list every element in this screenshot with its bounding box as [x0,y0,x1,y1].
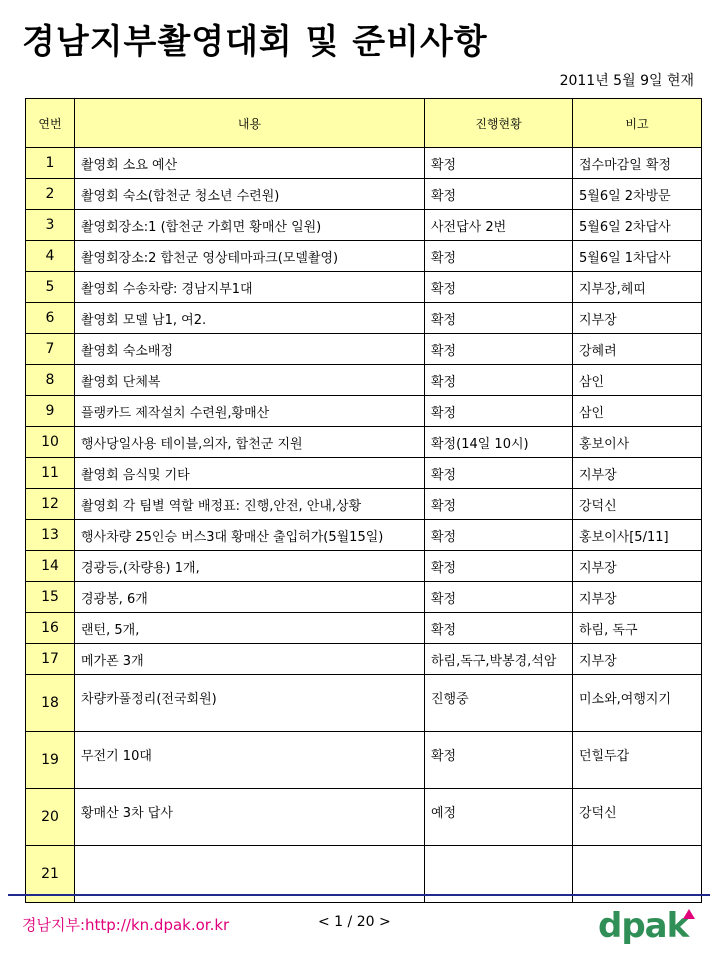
row-status: 사전답사 2번 [425,210,573,241]
row-no: 16 [26,613,75,644]
row-status: 확정 [425,179,573,210]
row-no: 8 [26,365,75,396]
table-header-row [26,99,702,148]
row-note: 하림, 독구 [573,613,702,644]
row-no: 15 [26,582,75,613]
row-content: 랜턴, 5개, [75,613,425,644]
row-content: 경광봉, 6개 [75,582,425,613]
table-row [26,520,702,551]
row-no: 7 [26,334,75,365]
row-status: 확정 [425,520,573,551]
table-row [26,789,702,846]
row-content: 촬영회 소요 예산 [75,148,425,179]
row-no: 13 [26,520,75,551]
table-row [26,334,702,365]
row-no: 11 [26,458,75,489]
row-note: 삼인 [573,365,702,396]
row-no: 12 [26,489,75,520]
row-note: 5월6일 2차답사 [573,210,702,241]
row-content: 촬영회 단체복 [75,365,425,396]
row-note: 강덕신 [573,789,702,846]
footer-site-link[interactable]: 경남지부:http://kn.dpak.or.kr [22,916,230,934]
row-status: 확정 [425,613,573,644]
table-row [26,675,702,732]
row-content: 행사차량 25인승 버스3대 황매산 출입허가(5월15일) [75,520,425,551]
row-note: 홍보이사[5/11] [573,520,702,551]
row-content: 촬영회장소:1 (합천군 가회면 황매산 일원) [75,210,425,241]
row-status: 확정 [425,732,573,789]
table-row [26,148,702,179]
table-row [26,732,702,789]
row-content: 차량카풀정리(전국회원) [75,675,425,732]
row-note: 강혜려 [573,334,702,365]
table-row [26,427,702,458]
row-status: 진행중 [425,675,573,732]
table-row [26,551,702,582]
dpak-logo: dpak [598,906,689,946]
row-status: 확정 [425,303,573,334]
header-no: 연번 [26,99,75,148]
row-no: 2 [26,179,75,210]
row-no: 4 [26,241,75,272]
row-no: 1 [26,148,75,179]
row-no: 17 [26,644,75,675]
row-content: 촬영회 모델 남1, 여2. [75,303,425,334]
row-note: 5월6일 2차방문 [573,179,702,210]
row-no: 20 [26,789,75,846]
row-content: 메가폰 3개 [75,644,425,675]
row-note: 홍보이사 [573,427,702,458]
row-content: 촬영회 숙소(합천군 청소년 수련원) [75,179,425,210]
row-no: 19 [26,732,75,789]
table-row [26,644,702,675]
row-status: 확정 [425,365,573,396]
row-status: 확정 [425,396,573,427]
row-content: 행사당일사용 테이블,의자, 합천군 지원 [75,427,425,458]
header-note: 비고 [573,99,702,148]
table-row [26,272,702,303]
row-no: 3 [26,210,75,241]
row-note: 지부장 [573,551,702,582]
row-note: 지부장,헤띠 [573,272,702,303]
row-content: 촬영회 수송차량: 경남지부1대 [75,272,425,303]
row-status: 확정 [425,489,573,520]
header-status: 진행현황 [425,99,573,148]
row-content: 황매산 3차 답사 [75,789,425,846]
table-row [26,613,702,644]
row-status: 확정 [425,148,573,179]
preparation-table [25,98,702,903]
table-row [26,582,702,613]
table-row [26,365,702,396]
row-note: 강덕신 [573,489,702,520]
row-status: 하림,독구,박봉경,석암 [425,644,573,675]
row-status: 확정 [425,241,573,272]
row-content: 촬영회장소:2 합천군 영상테마파크(모델촬영) [75,241,425,272]
row-note: 지부장 [573,303,702,334]
row-no: 6 [26,303,75,334]
table-row [26,396,702,427]
row-no: 9 [26,396,75,427]
row-content: 경광등,(차량용) 1개, [75,551,425,582]
table-row [26,241,702,272]
page-indicator[interactable]: < 1 / 20 > [318,914,391,930]
row-note: 5월6일 1차답사 [573,241,702,272]
report-date: 2011년 5월 9일 현재 [559,73,694,89]
row-note: 접수마감일 확정 [573,148,702,179]
page-title: 경남지부촬영대회 및 준비사항 [22,22,488,62]
row-content: 촬영회 각 팀별 역할 배정표: 진행,안전, 안내,상황 [75,489,425,520]
table-row [26,489,702,520]
table-row [26,303,702,334]
row-note: 지부장 [573,458,702,489]
row-content: 플랭카드 제작설치 수련원,황매산 [75,396,425,427]
logo-mark-icon [683,909,695,919]
row-no: 5 [26,272,75,303]
footer-divider [8,894,710,896]
row-status: 확정 [425,582,573,613]
row-status: 확정 [425,458,573,489]
row-content: 촬영회 숙소배정 [75,334,425,365]
row-note: 지부장 [573,644,702,675]
row-status: 확정 [425,551,573,582]
table-row [26,179,702,210]
table-row [26,458,702,489]
row-note: 지부장 [573,582,702,613]
row-no: 10 [26,427,75,458]
row-status: 확정 [425,334,573,365]
row-no: 14 [26,551,75,582]
row-status: 예정 [425,789,573,846]
row-no: 21 [26,846,75,903]
row-no: 18 [26,675,75,732]
row-note: 미소와,여행지기 [573,675,702,732]
row-note: 삼인 [573,396,702,427]
row-status: 확정 [425,272,573,303]
header-content: 내용 [75,99,425,148]
row-note: 던힐두갑 [573,732,702,789]
row-status: 확정(14일 10시) [425,427,573,458]
table-row [26,210,702,241]
row-content: 촬영회 음식및 기타 [75,458,425,489]
row-content: 무전기 10대 [75,732,425,789]
